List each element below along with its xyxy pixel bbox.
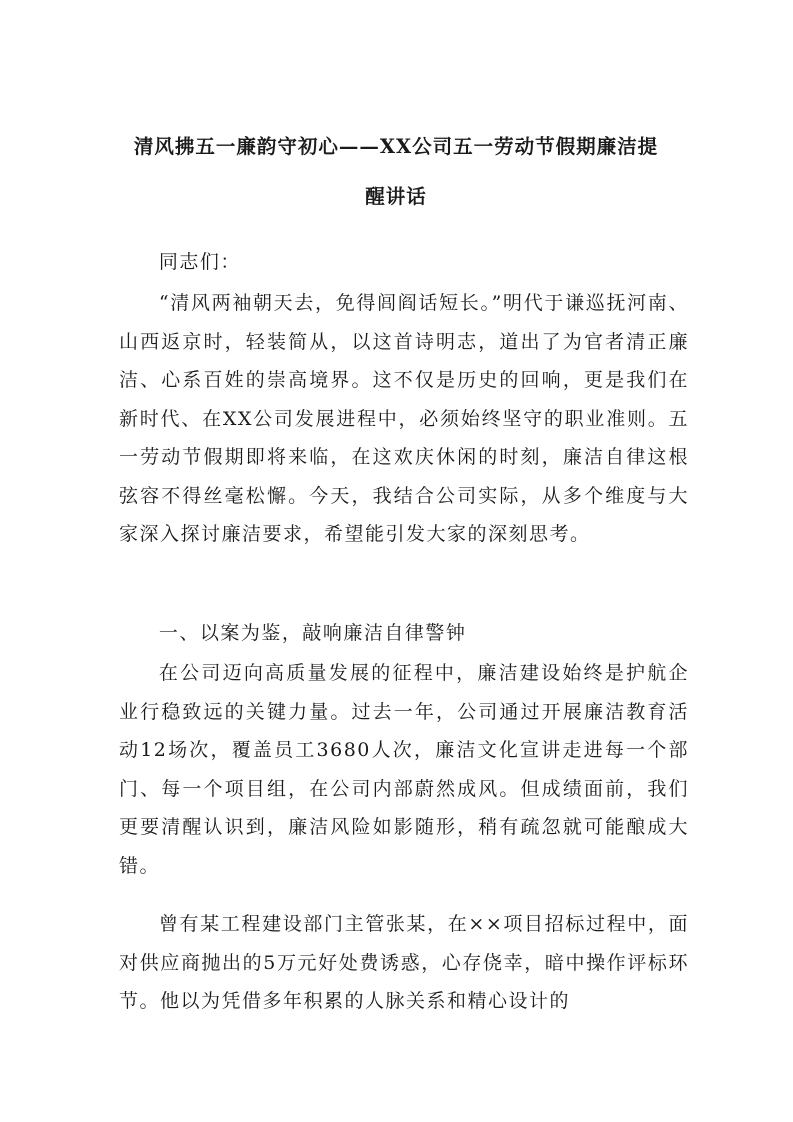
body-paragraph: 在公司迈向高质量发展的征程中，廉洁建设始终是护航企业行稳致远的关键力量。过去一年，公司通过开展廉洁教育活动12场次，覆盖员工3680人次，廉洁文化宣讲走进每一个部门、每一个项目组，在公司内部蔚然成风。但成绩面前，我们更要清醒认识到，廉洁风险如影随形，稍有疏忽就可能酿成大错。: [119, 662, 689, 877]
greeting: 同志们：: [158, 251, 241, 273]
document-title-line1: 清风拂五一廉韵守初心——XX公司五一劳动节假期廉洁提: [133, 135, 659, 158]
body-paragraph: 曾有某工程建设部门主管张某，在××项目招标过程中，面对供应商抛出的5万元好处费诱惑，心存侥幸，暗中操作评标环节。他以为凭借多年积累的人脉关系和精心设计的: [119, 913, 689, 1012]
section-heading-1: 一、以案为鉴，敲响廉洁自律警钟: [158, 622, 467, 644]
intro-paragraph: “清风两袖朝天去，免得闾阎话短长。”明代于谦巡抚河南、山西返京时，轻装简从，以这首诗明志，道出了为官者清正廉洁、心系百姓的崇高境界。这不仅是历史的回响，更是我们在新时代、在XX公司发展进程中，必须始终坚守的职业准则。五一劳动节假期即将来临，在这欢庆休闲的时刻，廉洁自律这根弦容不得丝毫松懈。今天，我结合公司实际，从多个维度与大家深入探讨廉洁要求，希望能引发大家的深刻思考。: [119, 292, 689, 545]
document-title-line2: 醒讲话: [365, 185, 427, 208]
